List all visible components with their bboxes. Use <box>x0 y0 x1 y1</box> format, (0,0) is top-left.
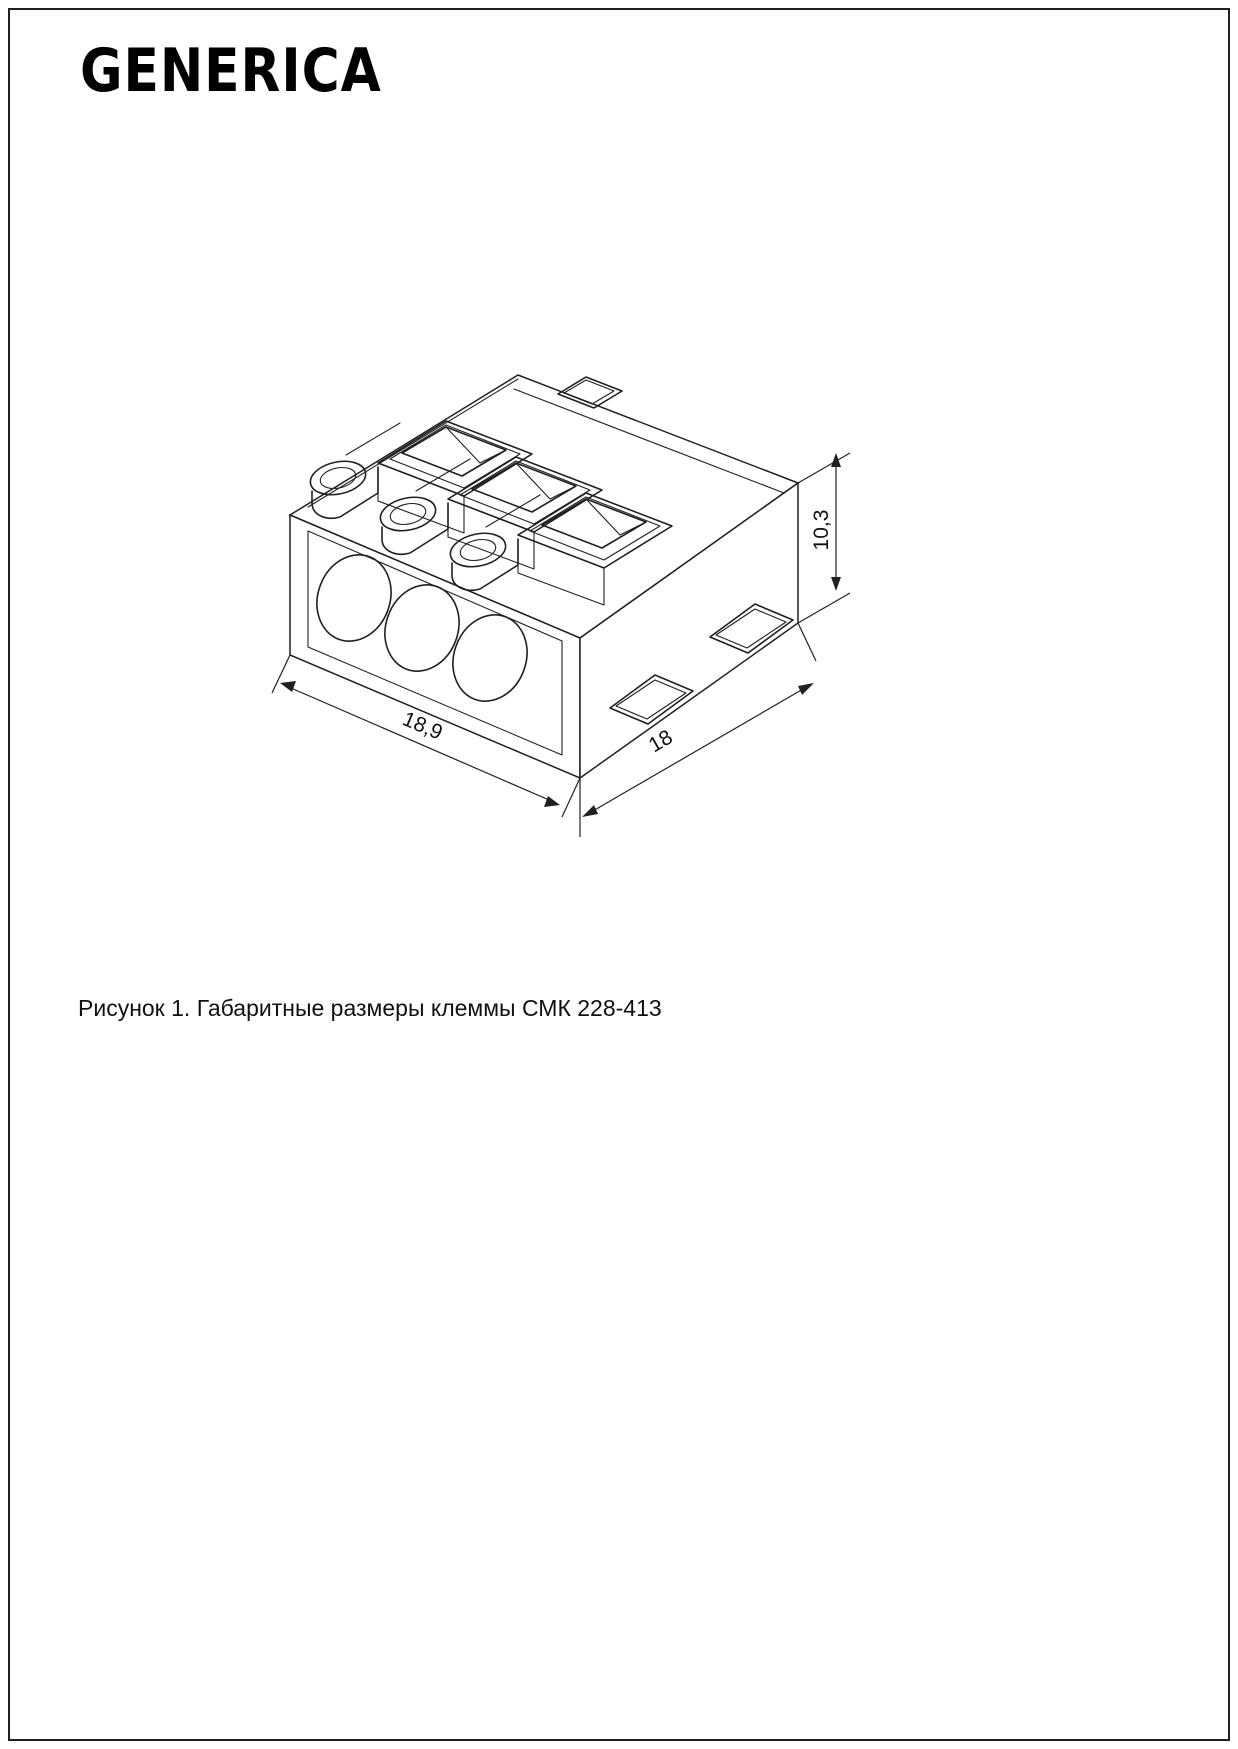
dim-label-depth: 18,9 <box>399 707 446 745</box>
ext-line-width-a <box>798 623 816 661</box>
figure-technical-drawing <box>250 355 950 885</box>
arrow-width-b <box>798 683 814 695</box>
arrow-width-a <box>582 805 598 817</box>
arrow-depth-a <box>280 681 296 692</box>
figure-caption: Рисунок 1. Габаритные размеры клеммы СМК 228-413 <box>78 995 662 1021</box>
dim-label-width: 18 <box>644 725 677 758</box>
ext-line-height-top <box>798 453 850 483</box>
lever-1-hinge <box>346 423 400 455</box>
arrow-height-up <box>831 453 841 467</box>
brand-logo: GENERICA <box>80 36 382 106</box>
arrow-depth-b <box>544 796 560 807</box>
ext-line-depth-b <box>562 778 580 817</box>
arrow-height-down <box>831 577 841 591</box>
terminal-block-isometric-svg <box>250 355 950 885</box>
ext-line-height-bottom <box>798 593 850 623</box>
dim-label-height: 10,3 <box>810 509 833 551</box>
